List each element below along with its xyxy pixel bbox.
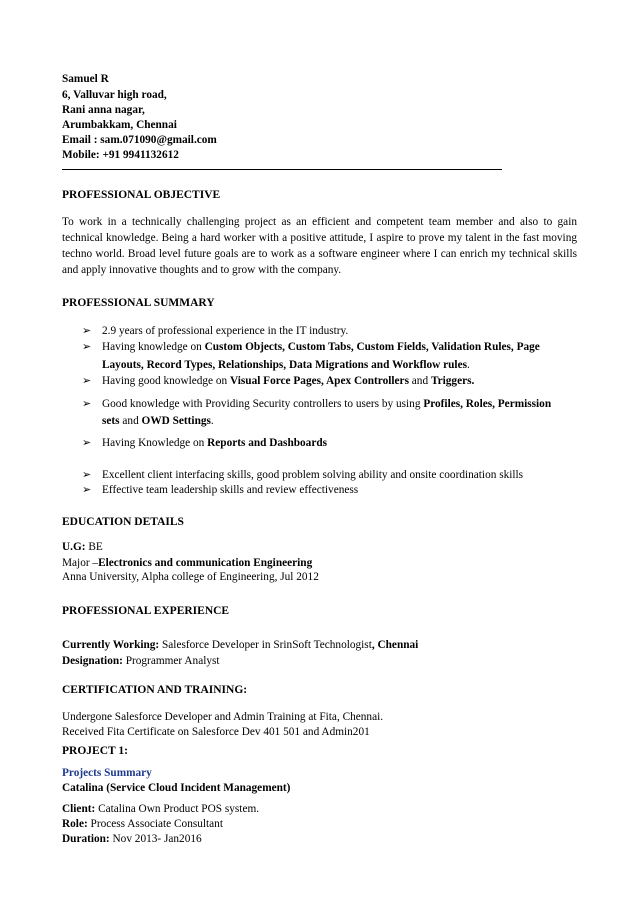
header-divider	[62, 169, 502, 170]
client-line: Client: Catalina Own Product POS system.	[62, 803, 260, 815]
objective-text: To work in a technically challenging project as an efficient and competent team member and also to gain technical knowledge. Being a hard worker with a positive attitude, I aspire to prove my talent in the fast moving techno world. Broad level future goals are to work as a software engineer where I can enrich my technical skills and apply innovative thoughts and to grow with the company.	[62, 216, 577, 276]
arrow-bullet-icon: ➢	[82, 484, 92, 496]
arrow-bullet-icon: ➢	[82, 375, 92, 387]
arrow-bullet-icon: ➢	[82, 437, 92, 449]
summary-bullet-continuation: sets and OWD Settings.	[102, 415, 214, 427]
certification-line-2: Received Fita Certificate on Salesforce Dev 401 501 and Admin201	[62, 726, 370, 738]
summary-heading: PROFESSIONAL SUMMARY	[62, 297, 215, 309]
address-line-2: Rani anna nagar,	[62, 104, 145, 116]
projects-summary-label: Projects Summary	[62, 767, 152, 779]
certification-heading: CERTIFICATION AND TRAINING:	[62, 684, 248, 696]
university-line: Anna University, Alpha college of Engineering, Jul 2012	[62, 571, 319, 583]
objective-heading: PROFESSIONAL OBJECTIVE	[62, 189, 221, 201]
arrow-bullet-icon: ➢	[82, 325, 92, 337]
duration-line: Duration: Nov 2013- Jan2016	[62, 833, 202, 845]
education-heading: EDUCATION DETAILS	[62, 516, 184, 528]
ug-line: U.G: BE	[62, 541, 103, 553]
arrow-bullet-icon: ➢	[82, 341, 92, 353]
mobile-line: Mobile: +91 9941132612	[62, 149, 179, 161]
designation-line: Designation: Programmer Analyst	[62, 655, 220, 667]
address-line-1: 6, Valluvar high road,	[62, 89, 167, 101]
resume-page: Samuel R 6, Valluvar high road, Rani anna nagar, Arumbakkam, Chennai Email : sam.071090@gmail.com Mobile: +91 9941132612 PROFESSIONAL OBJECTIVE To work in a technically challenging project as an efficient and competent team member and also to gain technical knowledge. Being a hard worker with a positive attitude, I aspire to prove my talent in the fast moving techno world. Broad level future goals are to work as a software engineer where I can enrich my technical skills and apply innovative thoughts and to grow with the company. PROFESSIONAL SUMMARY ➢ 2.9 years of professional experience in the IT industry. ➢ Having knowledge on Custom Objects, Custom Tabs, Custom Fields, Validation Rules, Page Layouts, Record Types, Relationships, Data Migrations and Workflow rules. ➢ Having good knowledge on Visual Force Pages, Apex Controllers and Triggers. ➢ Good knowledge with Providing Security controllers to users by using Profiles, Roles, Permission sets and OWD Settings. ➢ Having Knowledge on Reports and Dashboards ➢ Excellent client interfacing skills, good problem solving ability and onsite coordination skills ➢ Effective team leadership skills and review effectiveness EDUCATION DETAILS U.G: BE Major –Electronics and communication Engineering Anna University, Alpha college of Engineering, Jul 2012 PROFESSIONAL EXPERIENCE Currently Working: Salesforce Developer in SrinSoft Technologist, Chennai Designation: Programmer Analyst CERTIFICATION AND TRAINING: Undergone Salesforce Developer and Admin Training at Fita, Chennai. Received Fita Certificate on Salesforce Dev 401 501 and Admin201 PROJECT 1: Projects Summary Catalina (Service Cloud Incident Management) Client: Catalina Own Product POS system. Role: Process Associate Consultant Duration: Nov 2013- Jan2016	[62, 73, 577, 845]
arrow-bullet-icon: ➢	[82, 398, 92, 410]
certification-line-1: Undergone Salesforce Developer and Admin Training at Fita, Chennai.	[62, 711, 384, 723]
candidate-name: Samuel R	[62, 73, 109, 85]
email-line: Email : sam.071090@gmail.com	[62, 134, 217, 146]
major-line: Major –Electronics and communication Engineering	[62, 557, 313, 569]
experience-heading: PROFESSIONAL EXPERIENCE	[62, 605, 230, 617]
role-line: Role: Process Associate Consultant	[62, 818, 223, 830]
project-heading: PROJECT 1:	[62, 745, 128, 757]
arrow-bullet-icon: ➢	[82, 469, 92, 481]
project-title: Catalina (Service Cloud Incident Management)	[62, 782, 291, 794]
current-work-line: Currently Working: Salesforce Developer in SrinSoft Technologist, Chennai	[62, 639, 419, 651]
address-line-3: Arumbakkam, Chennai	[62, 119, 177, 131]
summary-bullet-continuation: Layouts, Record Types, Relationships, Data Migrations and Workflow rules.	[102, 359, 470, 371]
